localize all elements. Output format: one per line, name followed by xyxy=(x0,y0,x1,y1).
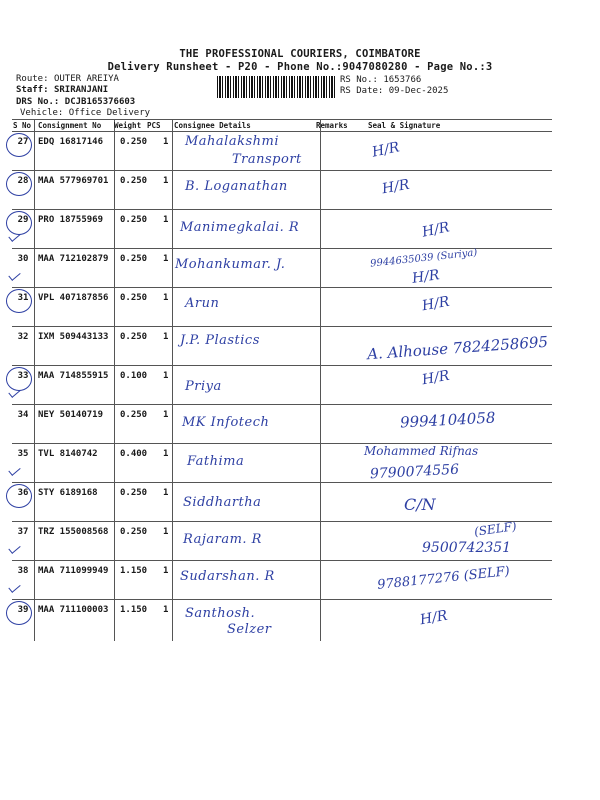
row-weight: 0.400 xyxy=(120,449,148,459)
circle-mark xyxy=(6,601,32,625)
barcode-image xyxy=(217,76,335,98)
row-pcs: 1 xyxy=(163,488,169,498)
table-row xyxy=(12,600,552,639)
col-remarks: Remarks xyxy=(316,121,348,130)
row-weight: 0.100 xyxy=(120,371,148,381)
row-consignment: MAA 712102879 xyxy=(38,254,109,264)
rs-number: RS No.: 1653766 xyxy=(340,75,422,85)
row-pcs: 1 xyxy=(163,254,169,264)
row-sno: 31 xyxy=(12,293,34,303)
table-row xyxy=(12,249,552,288)
tick-mark xyxy=(8,542,20,554)
row-consignee: Siddhartha xyxy=(183,495,262,510)
route-line: Route: OUTER AREIYA xyxy=(16,74,119,84)
row-signature-2: H/R xyxy=(411,267,441,287)
row-consignee: Santhosh. xyxy=(185,606,256,621)
row-consignee: Arun xyxy=(185,296,220,311)
row-sno: 37 xyxy=(12,527,34,537)
row-consignment: PRO 18755969 xyxy=(38,215,104,225)
table-row xyxy=(12,132,552,171)
row-consignee-line2: Transport xyxy=(232,152,302,167)
table-row xyxy=(12,405,552,444)
vehicle-line: Vehicle: Office Delivery xyxy=(20,108,151,118)
row-signature: 9994104058 xyxy=(399,408,496,432)
row-signature: H/R xyxy=(380,176,411,198)
row-consignee: MK Infotech xyxy=(182,415,270,430)
row-weight: 0.250 xyxy=(120,410,148,420)
row-sno: 39 xyxy=(12,605,34,615)
row-consignment: EDQ 16817146 xyxy=(38,137,104,147)
tick-mark xyxy=(8,581,20,593)
row-pcs: 1 xyxy=(163,449,169,459)
table-row xyxy=(12,519,552,561)
row-pcs: 1 xyxy=(163,293,169,303)
row-sno: 27 xyxy=(12,137,34,147)
tick-mark xyxy=(8,269,20,281)
col-consignment: Consignment No xyxy=(38,121,102,130)
row-consignment: MAA 711099949 xyxy=(38,566,109,576)
row-consignee-line2: Selzer xyxy=(227,622,272,637)
row-consignment: NEY 50140719 xyxy=(38,410,104,420)
table-row xyxy=(12,561,552,600)
row-consignment: TRZ 155008568 xyxy=(38,527,109,537)
circle-mark xyxy=(6,367,32,391)
row-pcs: 1 xyxy=(163,332,169,342)
company-title: THE PROFESSIONAL COURIERS, COIMBATORE xyxy=(179,48,421,60)
row-sno: 36 xyxy=(12,488,34,498)
row-weight: 0.250 xyxy=(120,176,148,186)
runsheet-subtitle: Delivery Runsheet - P20 - Phone No.:9047080280 - Page No.:3 xyxy=(107,61,493,73)
row-consignee: J.P. Plastics xyxy=(180,333,260,348)
row-weight: 0.250 xyxy=(120,137,148,147)
row-sno: 30 xyxy=(12,254,34,264)
row-weight: 0.250 xyxy=(120,293,148,303)
row-sno: 35 xyxy=(12,449,34,459)
table-row xyxy=(12,327,552,366)
row-consignment: STY 6189168 xyxy=(38,488,98,498)
row-pcs: 1 xyxy=(163,215,169,225)
row-consignment: MAA 711100003 xyxy=(38,605,109,615)
row-signature: H/R xyxy=(420,367,451,389)
row-pcs: 1 xyxy=(163,605,169,615)
row-signature: (SELF) xyxy=(473,519,518,539)
row-pcs: 1 xyxy=(163,527,169,537)
row-pcs: 1 xyxy=(163,566,169,576)
row-sno: 38 xyxy=(12,566,34,576)
row-consignment: MAA 577969701 xyxy=(38,176,109,186)
row-pcs: 1 xyxy=(163,137,169,147)
row-weight: 1.150 xyxy=(120,605,148,615)
circle-mark xyxy=(6,172,32,196)
circle-mark xyxy=(6,289,32,313)
row-consignment: TVL 8140742 xyxy=(38,449,98,459)
staff-line: Staff: SRIRANJANI xyxy=(16,85,109,95)
row-signature: C/N xyxy=(404,495,436,514)
col-consignee: Consignee Details xyxy=(174,121,251,130)
row-sno: 34 xyxy=(17,410,29,420)
row-consignment: IXM 509443133 xyxy=(38,332,109,342)
row-signature: Mohammed Rifnas xyxy=(364,444,479,458)
row-consignment: VPL 407187856 xyxy=(38,293,109,303)
row-consignee: Mohankumar. J. xyxy=(175,257,286,272)
table-row xyxy=(12,444,552,483)
row-weight: 0.250 xyxy=(120,527,148,537)
table-row xyxy=(12,288,552,327)
row-consignee: Fathima xyxy=(187,454,245,469)
col-sno: S No xyxy=(13,121,32,130)
row-signature-2: 9790074556 xyxy=(369,461,460,483)
row-signature-2: 9500742351 xyxy=(422,540,512,556)
row-sno: 32 xyxy=(17,332,29,342)
row-consignment: MAA 714855915 xyxy=(38,371,109,381)
row-pcs: 1 xyxy=(163,371,169,381)
row-consignee: Rajaram. R xyxy=(183,532,262,547)
circle-mark xyxy=(6,484,32,508)
col-pcs: PCS xyxy=(147,121,161,130)
row-signature: H/R xyxy=(370,139,401,161)
row-signature: H/R xyxy=(420,219,451,241)
row-consignee: Manimegkalai. R xyxy=(180,220,300,235)
row-consignee: Mahalakshmi xyxy=(185,134,279,149)
row-signature: H/R xyxy=(418,607,449,629)
row-weight: 0.250 xyxy=(120,215,148,225)
table-row xyxy=(12,366,552,405)
row-signature: 9788177276 (SELF) xyxy=(376,564,511,593)
row-sno: 33 xyxy=(12,371,34,381)
row-consignee: B. Loganathan xyxy=(185,179,288,194)
rs-date: RS Date: 09-Dec-2025 xyxy=(340,86,449,96)
row-weight: 0.250 xyxy=(120,332,148,342)
table-row xyxy=(12,483,552,522)
circle-mark xyxy=(6,211,32,235)
row-weight: 1.150 xyxy=(120,566,148,576)
circle-mark xyxy=(6,133,32,157)
tick-mark xyxy=(8,464,20,476)
row-consignee: Priya xyxy=(185,379,222,394)
row-signature: A. Alhouse 7824258695 xyxy=(366,332,549,364)
row-sno: 29 xyxy=(12,215,34,225)
row-pcs: 1 xyxy=(163,176,169,186)
drs-line: DRS No.: DCJB165376603 xyxy=(16,97,136,107)
col-seal: Seal & Signature xyxy=(368,121,441,130)
row-signature: 9944635039 (Suriya) xyxy=(369,247,478,270)
table-row xyxy=(12,210,552,249)
row-weight: 0.250 xyxy=(120,254,148,264)
table-top-border xyxy=(12,119,552,120)
row-weight: 0.250 xyxy=(120,488,148,498)
col-weight: Weight xyxy=(114,121,142,130)
row-pcs: 1 xyxy=(163,410,169,420)
row-sno: 28 xyxy=(12,176,34,186)
row-signature: H/R xyxy=(420,293,451,315)
row-consignee: Sudarshan. R xyxy=(180,569,275,584)
table-row xyxy=(12,171,552,210)
